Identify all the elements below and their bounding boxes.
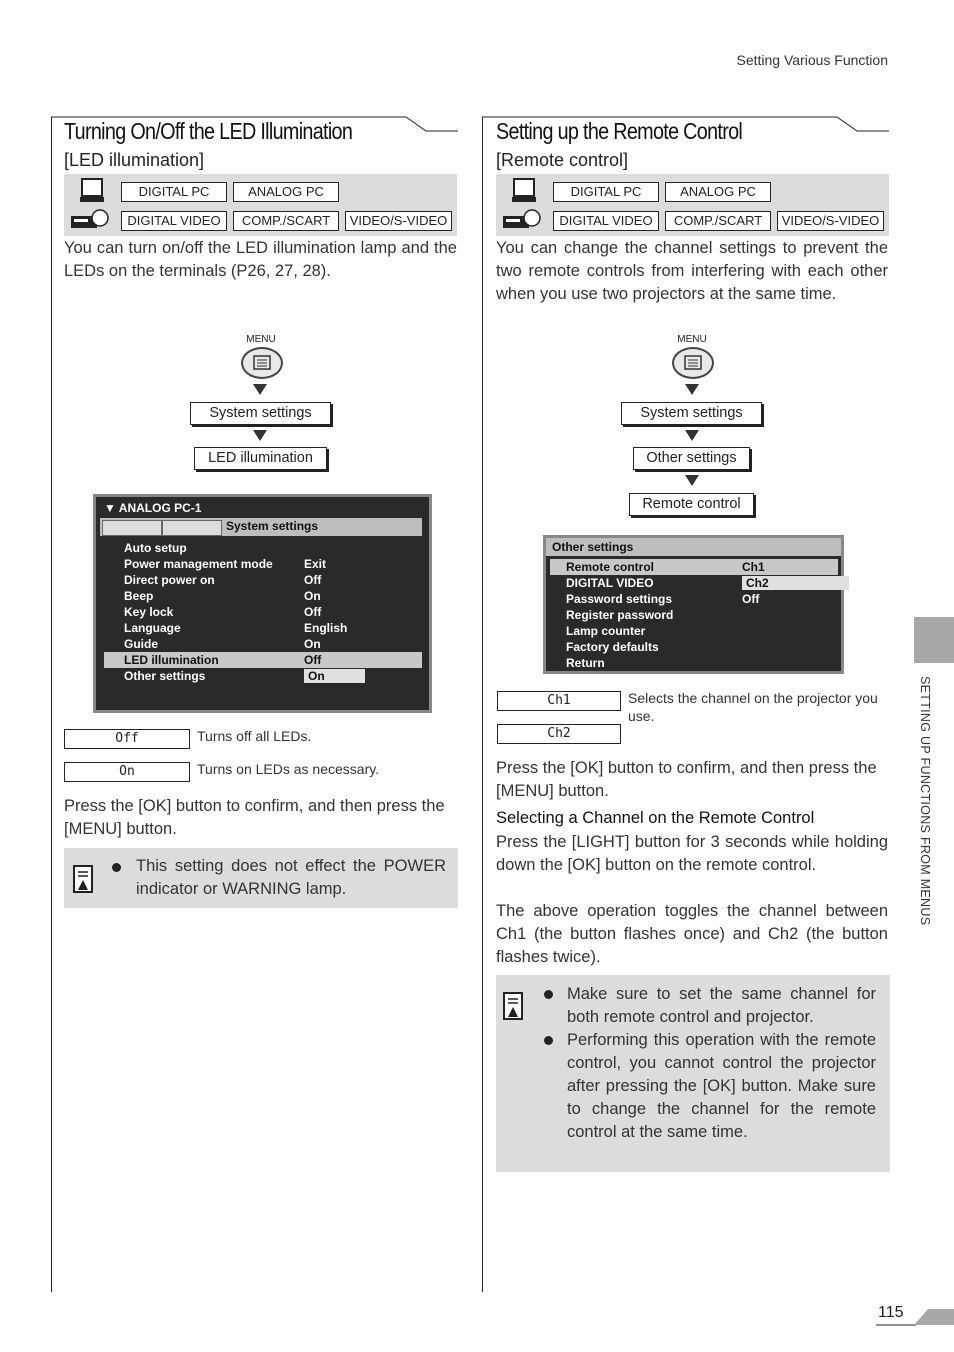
step-remote-control: Remote control (629, 493, 754, 516)
menu-button-icon (672, 347, 714, 379)
intro-remote: You can change the channel settings to prevent the two remote controls from interfering with each other when you use two projectors at the same time. (496, 239, 888, 303)
note-memo-icon (502, 991, 526, 1023)
osd-row: Password settings Off (566, 592, 760, 606)
right-column-rule (482, 117, 483, 1292)
osd-row: Guide On (124, 637, 321, 651)
menu-name-remote: [Remote control] (496, 150, 629, 170)
menu-button-label: MENU (246, 334, 276, 345)
note-box-remote (496, 975, 890, 1172)
mode-tag-digital-pc: DIGITAL PC (121, 182, 227, 202)
page-number: 115 (878, 1304, 904, 1321)
mode-tag-video-svideo: VIDEO/S-VIDEO (345, 211, 452, 231)
osd-screen-other-settings (543, 535, 844, 674)
option-off-desc: Turns off all LEDs. (197, 728, 312, 744)
osd-row: Lamp counter (566, 624, 646, 638)
option-ch2: Ch2 (497, 724, 621, 744)
mode-tag-digital-video: DIGITAL VIDEO (121, 211, 227, 231)
confirm-text-led: Press the [OK] button to confirm, and then press the [MENU] button. (64, 797, 445, 838)
pc-monitor-icon (510, 178, 538, 204)
note-text-remote-2: Performing this operation with the remote control, you cannot control the projector after pressing the [OK] button. Make sure to change the channel for the remote control at the same time. (567, 1031, 876, 1141)
subsection-body-2: The above operation toggles the channel between Ch1 (the button flashes once) and Ch2 (the button flashes twice). (496, 902, 888, 966)
projector-icon: ▼ (104, 501, 116, 515)
osd-menu-list (104, 540, 422, 684)
osd-row: Direct power on Off (124, 573, 322, 587)
osd-tab-system-settings: System settings (226, 519, 319, 533)
confirm-text-remote: Press the [OK] button to confirm, and then press the [MENU] button. (496, 759, 877, 800)
osd-header-bar (546, 538, 841, 556)
osd-tab-bar (100, 518, 422, 536)
subsection-heading: Selecting a Channel on the Remote Control (496, 809, 815, 827)
intro-led: You can turn on/off the LED illumination lamp and the LEDs on the terminals (P26, 27, 28). (64, 239, 457, 280)
running-header: Setting Various Function (736, 52, 888, 68)
video-deck-icon (70, 208, 110, 232)
osd-menu-list (550, 559, 838, 671)
step-led-illumination: LED illumination (194, 447, 327, 470)
section-title-led: Turning On/Off the LED Illumination (64, 118, 353, 144)
menu-button-icon (241, 347, 283, 379)
input-mode-panel (64, 174, 457, 236)
osd-row-selected: Remote control Ch1 (550, 559, 838, 575)
chapter-label: SETTING UP FUNCTIONS FROM MENUS (918, 676, 932, 926)
osd-tab-image-icon (102, 520, 162, 536)
mode-tag-digital-pc: DIGITAL PC (553, 182, 659, 202)
osd-row: Beep On (124, 589, 321, 603)
option-on-desc: Turns on LEDs as necessary. (197, 761, 380, 777)
osd-row: Power management mode Exit (124, 557, 327, 571)
mode-tag-analog-pc: ANALOG PC (665, 182, 771, 202)
bullet (544, 1036, 553, 1045)
option-on: On (64, 762, 190, 782)
subsection-body-1: Press the [LIGHT] button for 3 seconds while holding down the [OK] button on the remote control. (496, 833, 888, 874)
osd-source-label: ANALOG PC-1 (118, 501, 202, 515)
note-box-led (64, 848, 458, 908)
step-other-settings: Other settings (633, 447, 750, 470)
bullet (544, 990, 553, 999)
osd-row: Register password (566, 608, 674, 622)
osd-row: Return (566, 656, 605, 670)
mode-tag-comp-scart: COMP./SCART (233, 211, 339, 231)
pc-monitor-icon (78, 178, 106, 204)
left-column-rule (51, 117, 52, 1292)
osd-row: Language English (124, 621, 348, 635)
osd-row: Factory defaults (566, 640, 659, 654)
mode-tag-video-svideo: VIDEO/S-VIDEO (777, 211, 884, 231)
option-off: Off (64, 729, 190, 749)
osd-source-name (104, 501, 201, 515)
down-arrow-icon (253, 384, 267, 395)
bullet (112, 863, 121, 872)
mode-tag-comp-scart: COMP./SCART (665, 211, 771, 231)
osd-row: Key lock Off (124, 605, 322, 619)
menu-name-led: [LED illumination] (64, 150, 205, 170)
option-ch1-desc: Selects the channel on the projector you use. (628, 690, 878, 724)
mode-tag-analog-pc: ANALOG PC (233, 182, 339, 202)
step-system-settings: System settings (190, 402, 331, 425)
osd-row: Other settings On (104, 668, 422, 684)
page-number-tab (876, 1307, 954, 1327)
osd-row-selected: LED illumination Off (104, 652, 422, 668)
osd-screen-system-settings (93, 494, 432, 713)
video-deck-icon (502, 208, 542, 232)
step-system-settings: System settings (621, 402, 762, 425)
chapter-tab (914, 617, 954, 663)
osd-row: Auto setup (124, 541, 187, 555)
osd-row: DIGITAL VIDEO Ch2 (550, 575, 838, 591)
osd-tab-screen-icon (162, 520, 222, 536)
input-mode-panel (496, 174, 889, 236)
note-text-led: This setting does not effect the POWER indicator or WARNING lamp. (136, 857, 446, 898)
section-title-remote: Setting up the Remote Control (496, 118, 743, 144)
mode-tag-digital-video: DIGITAL VIDEO (553, 211, 659, 231)
down-arrow-icon (685, 475, 699, 486)
note-memo-icon (72, 864, 96, 896)
menu-button-label: MENU (677, 334, 707, 345)
option-ch1: Ch1 (497, 691, 621, 711)
note-text-remote-1: Make sure to set the same channel for both remote control and projector. (567, 985, 876, 1026)
down-arrow-icon (685, 430, 699, 441)
down-arrow-icon (685, 384, 699, 395)
down-arrow-icon (253, 430, 267, 441)
osd-tab-other-settings: Other settings (552, 540, 634, 554)
